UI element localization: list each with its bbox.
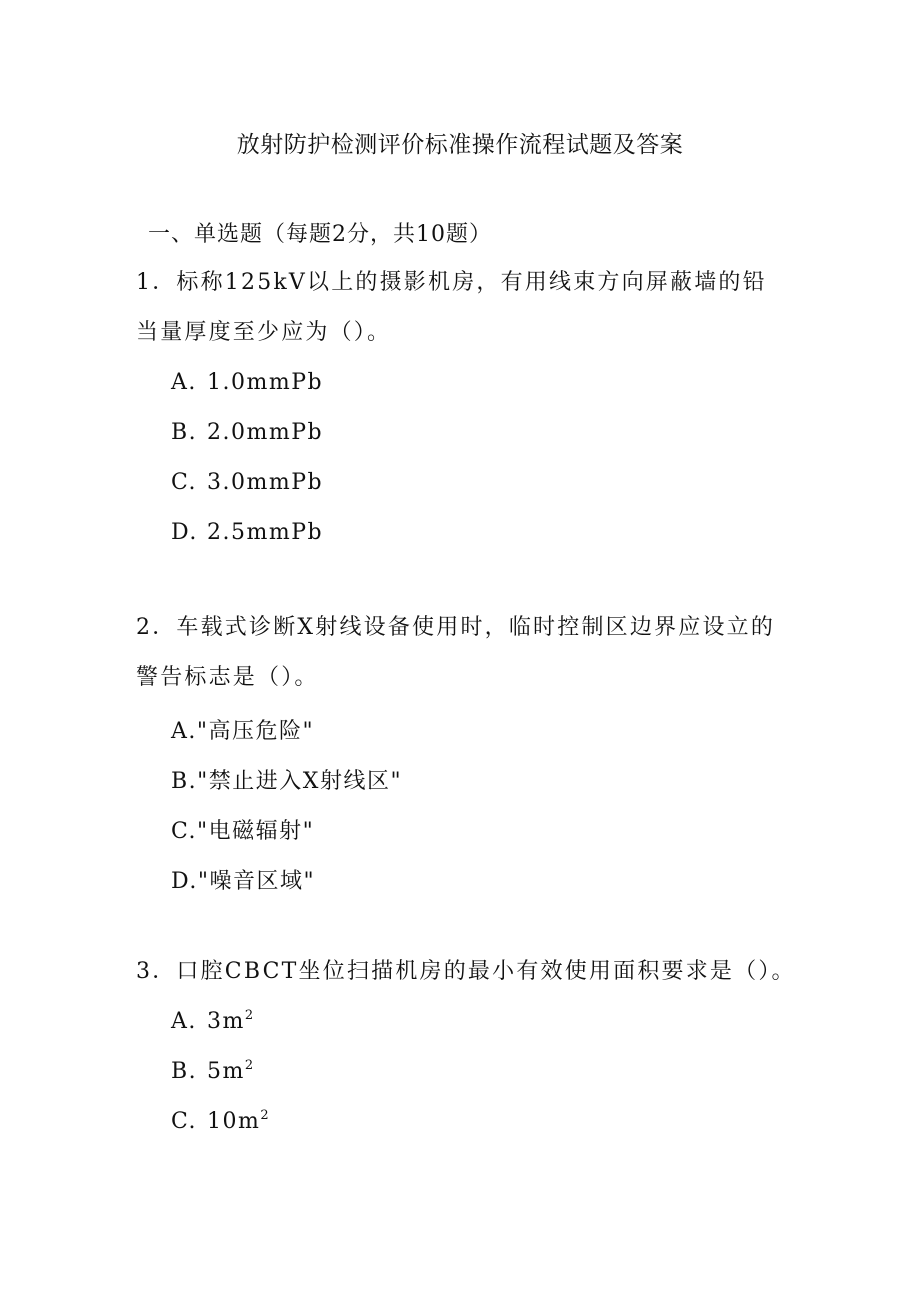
question-3-stem: 3．口腔CBCT坐位扫描机房的最小有效使用面积要求是（）。: [136, 959, 796, 984]
superscript: 2: [244, 1058, 255, 1073]
option-text: "电磁辐射": [197, 819, 315, 844]
option-label: B.: [171, 769, 198, 794]
option-label: B.: [171, 420, 198, 445]
option-text: 3m: [207, 1009, 245, 1034]
question-2-option-d[interactable]: [171, 864, 315, 895]
option-label: D.: [171, 520, 198, 545]
option-label: B.: [171, 1059, 198, 1084]
option-text: "噪音区域": [197, 869, 316, 894]
option-text: 2.0mmPb: [207, 420, 324, 445]
question-1-option-d[interactable]: [171, 520, 323, 545]
question-2-option-c[interactable]: [171, 814, 314, 845]
option-text: 3.0mmPb: [207, 470, 324, 495]
option-text: "禁止进入X射线区": [197, 769, 403, 794]
option-label: C.: [171, 470, 198, 495]
question-1-option-c[interactable]: [171, 470, 323, 495]
question-3-option-b[interactable]: [171, 1059, 255, 1084]
option-label: A.: [171, 1009, 197, 1034]
option-text: 5m: [207, 1059, 245, 1084]
option-label: A.: [171, 370, 197, 395]
question-2-option-b[interactable]: [171, 764, 402, 795]
superscript: 2: [260, 1108, 271, 1123]
question-3-option-a[interactable]: [171, 1009, 255, 1034]
question-1-option-b[interactable]: [171, 420, 323, 445]
option-text: "高压危险": [196, 719, 315, 744]
superscript: 2: [244, 1008, 255, 1023]
option-label: C.: [171, 819, 198, 844]
question-3-option-c[interactable]: [171, 1109, 270, 1134]
question-1-stem: 1．标称125kV以上的摄影机房，有用线束方向屏蔽墙的铅当量厚度至少应为（）。: [136, 270, 767, 345]
option-label: C.: [171, 1109, 198, 1134]
section-heading: 一、单选题（每题2分，共10题）: [148, 222, 492, 247]
question-1-option-a[interactable]: [171, 370, 323, 395]
option-label: A.: [171, 719, 197, 744]
question-2-option-a[interactable]: [171, 714, 314, 745]
option-text: 1.0mmPb: [207, 370, 324, 395]
option-label: D.: [171, 869, 198, 894]
option-text: 2.5mmPb: [207, 520, 324, 545]
document-title: 放射防护检测评价标准操作流程试题及答案: [236, 132, 684, 158]
question-2-stem: 2．车载式诊断X射线设备使用时，临时控制区边界应设立的警告标志是（）。: [136, 615, 776, 690]
option-text: 10m: [207, 1109, 261, 1134]
